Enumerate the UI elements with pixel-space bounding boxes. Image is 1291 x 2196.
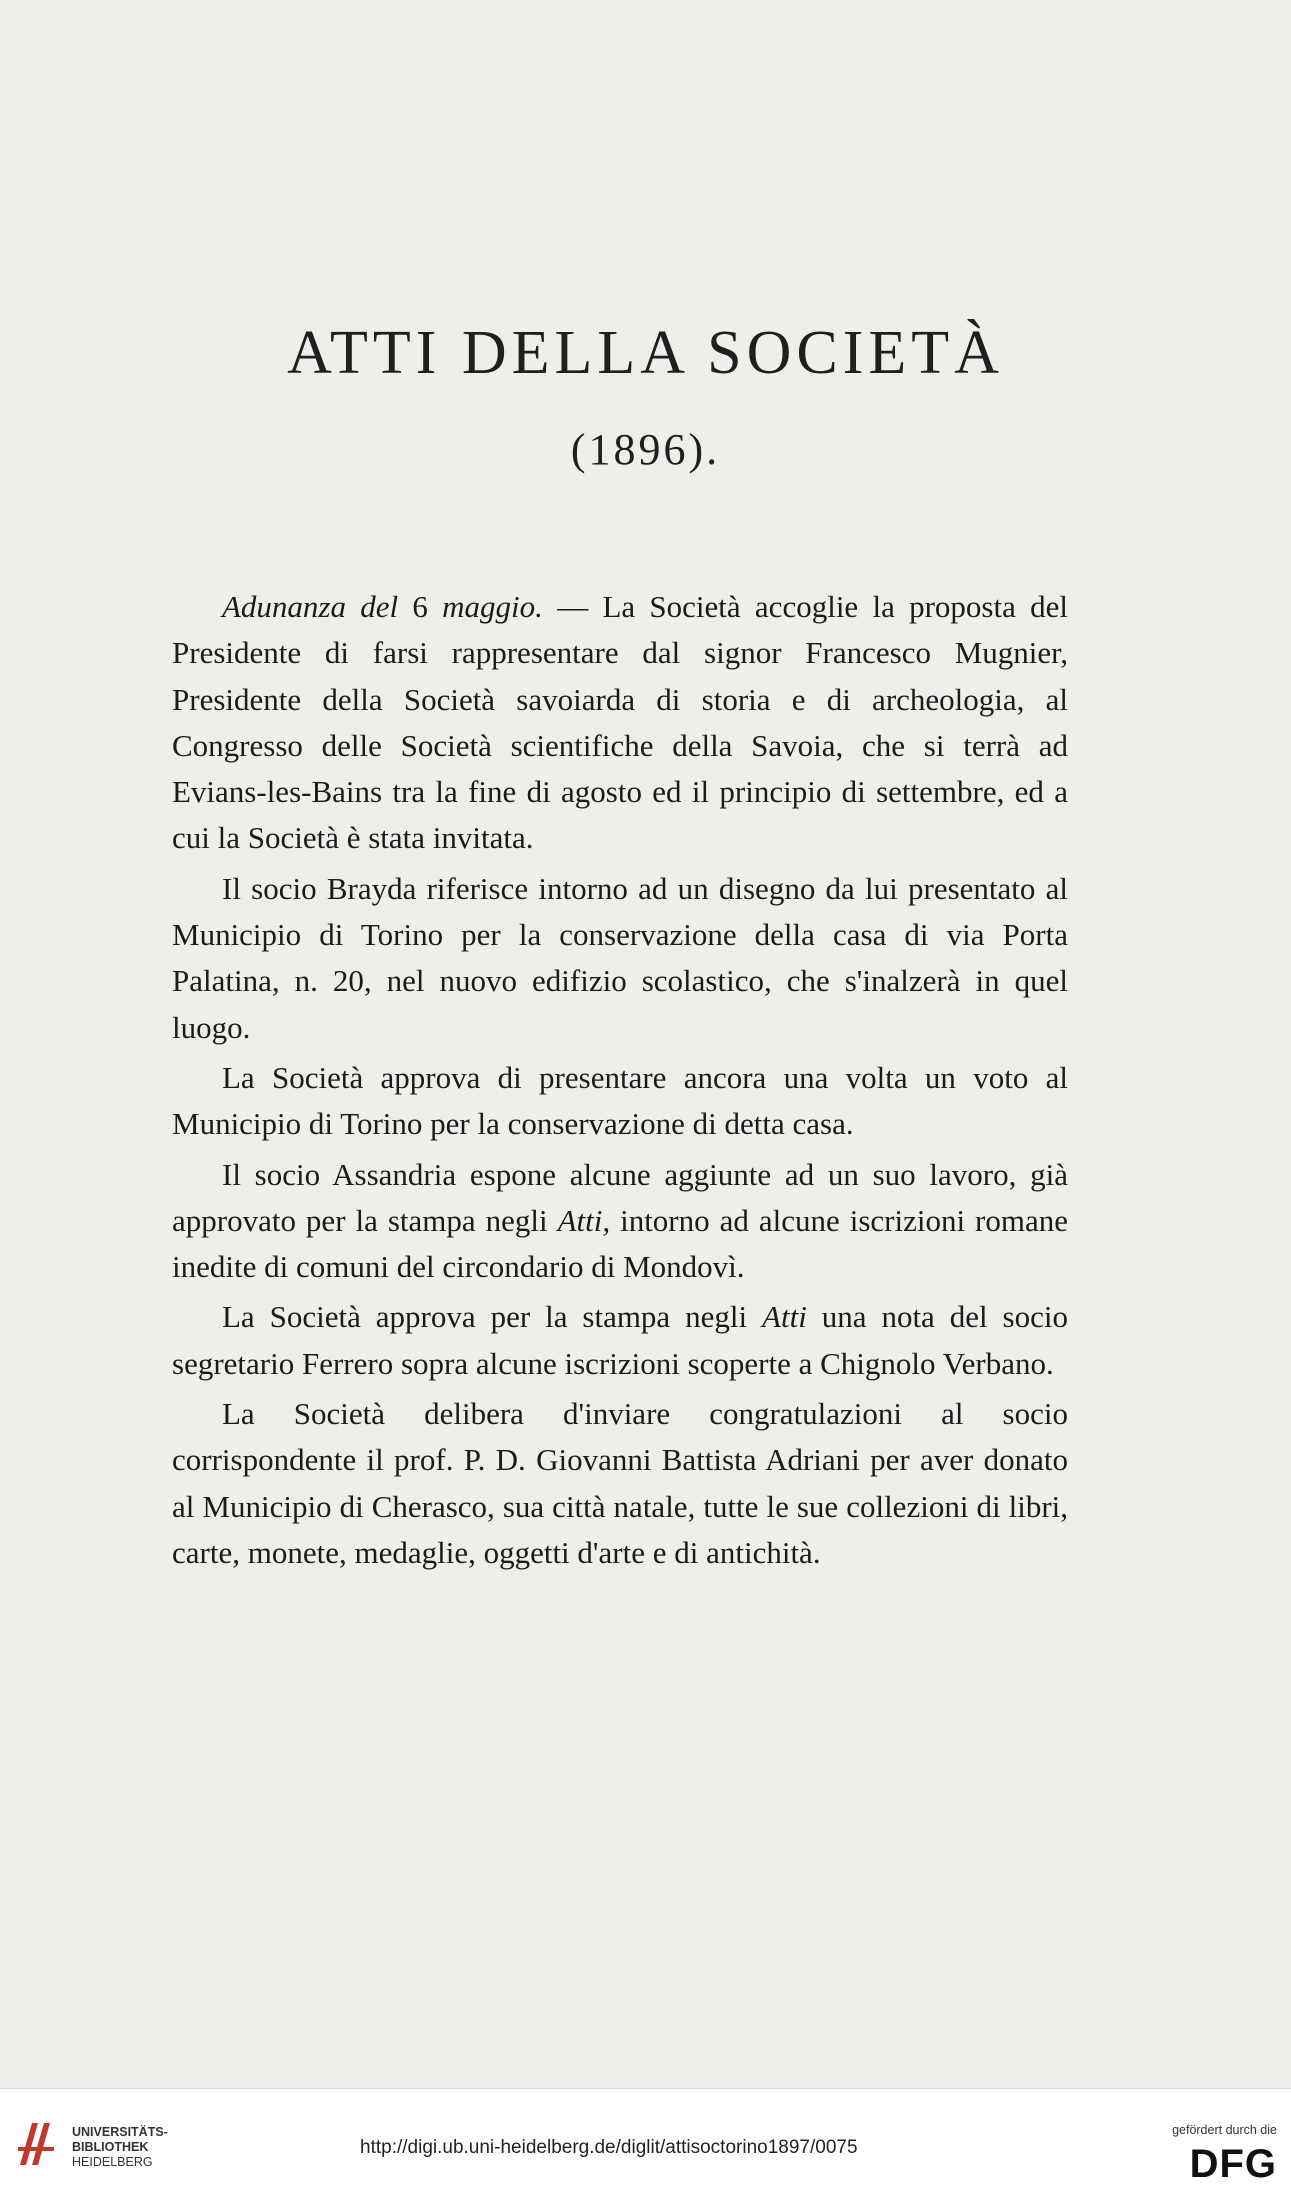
paragraph-5 bbox=[172, 1294, 1068, 1387]
atti-italic: Atti, bbox=[557, 1202, 611, 1238]
funding-credit: gefördert durch die bbox=[1172, 2123, 1277, 2137]
footer-bar bbox=[0, 2088, 1291, 2196]
paragraph-5-text-a: La Società approva per la stampa negli bbox=[222, 1299, 763, 1335]
atti-italic: Atti bbox=[762, 1299, 807, 1335]
dfg-logo: DFG bbox=[1189, 2142, 1277, 2186]
library-logo-icon bbox=[14, 2117, 58, 2171]
library-name bbox=[72, 2125, 168, 2170]
paragraph-4-text-b: intorno ad alcune iscrizioni romane inedite di comuni del circondario di Mondovì. bbox=[172, 1202, 1068, 1285]
body-text bbox=[172, 584, 1068, 1580]
paragraph-4 bbox=[172, 1152, 1068, 1291]
permalink-url[interactable]: http://digi.ub.uni-heidelberg.de/diglit/attisoctorino1897/0075 bbox=[360, 2137, 858, 2158]
paragraph-6: La Società delibera d'inviare congratulazioni al socio corrispondente il prof. P. D. Giovanni Battista Adriani per aver donato al Municipio di Cherasco, sua città natale, tutte le sue collezioni di libri, carte, monete, medaglie, oggetti d'arte e di antichità. bbox=[172, 1396, 1068, 1570]
paragraph-2: Il socio Brayda riferisce intorno ad un disegno da lui presentato al Municipio di Torino per la conservazione della casa di via Porta Palatina, n. 20, nel nuovo edifizio scolastico, che s'inalzerà in quel luogo. bbox=[172, 870, 1068, 1045]
library-name-line-1: UNIVERSITÄTS- bbox=[72, 2125, 168, 2139]
meeting-month-italic: maggio. bbox=[442, 589, 543, 624]
paragraph-4-text-a: Il socio Assandria espone alcune aggiunte ad un suo lavoro, già approvato per la stampa negli bbox=[172, 1156, 1068, 1238]
library-name-line-3: HEIDELBERG bbox=[72, 2155, 153, 2169]
page-year: (1896). bbox=[570, 425, 721, 474]
meeting-date-number: 6 bbox=[398, 589, 443, 624]
paragraph-1-text: — La Società accoglie la proposta del Presidente di farsi rappresentare dal signor Francesco Mugnier, Presidente della Società savoiarda di storia e di archeologia, al Congresso delle Società scientifiche della Savoia, che si terrà ad Evians-les-Bains tra la fine di agosto ed il principio di settembre, ed a cui la Società è stata invitata. bbox=[172, 589, 1068, 856]
paragraph-1 bbox=[172, 584, 1068, 862]
page-title: ATTI DELLA SOCIETÀ bbox=[287, 319, 1004, 387]
library-name-line-2: BIBLIOTHEK bbox=[72, 2140, 149, 2154]
paragraph-3: La Società approva di presentare ancora una volta un voto al Municipio di Torino per la conservazione di detta casa. bbox=[172, 1059, 1068, 1142]
paragraph-5-text-b: una nota del socio segretario Ferrero sopra alcune iscrizioni scoperte a Chignolo Verbano. bbox=[172, 1299, 1068, 1381]
meeting-date-italic: Adunanza del bbox=[222, 589, 399, 624]
